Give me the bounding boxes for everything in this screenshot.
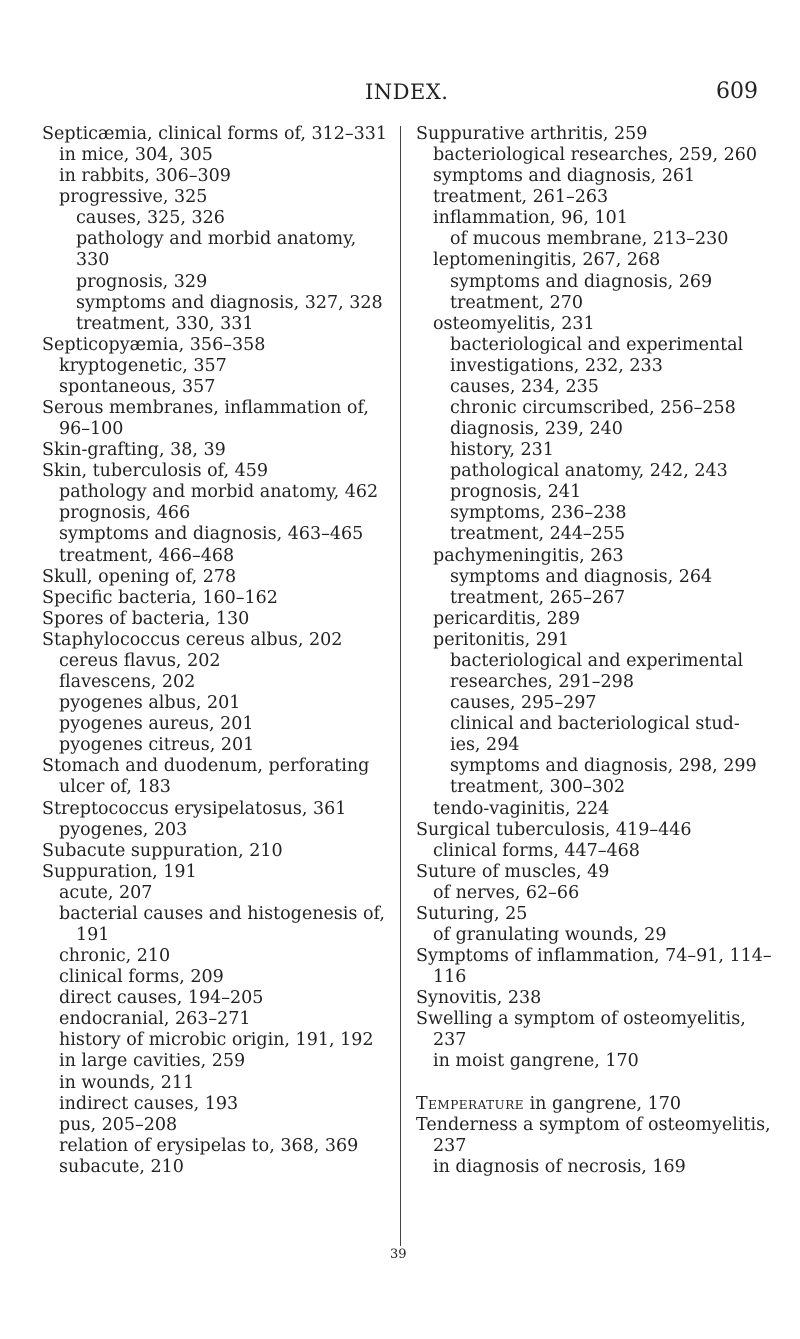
index-entry: peritonitis, 291	[433, 629, 570, 650]
index-entry: Symptoms of inflammation, 74–91, 114–	[416, 946, 772, 967]
index-entry: Skin-grafting, 38, 39	[42, 440, 226, 461]
index-entry: treatment, 244–255	[450, 524, 626, 545]
index-entry: Suture of muscles, 49	[416, 861, 610, 882]
index-entry: causes, 234, 235	[450, 376, 599, 397]
index-entry: indirect causes, 193	[59, 1093, 239, 1114]
index-entry: bacterial causes and histogenesis of,	[59, 903, 385, 924]
page-number: 609	[716, 79, 758, 104]
index-entry	[416, 1073, 776, 1094]
index-entry: in large cavities, 259	[59, 1051, 246, 1072]
index-entry: Temperature in gangrene, 170	[416, 1093, 681, 1114]
index-entry: symptoms and diagnosis, 261	[433, 166, 696, 187]
index-entry: treatment, 466–468	[59, 545, 235, 566]
index-entry: symptoms and diagnosis, 264	[450, 566, 713, 587]
index-entry: of granulating wounds, 29	[433, 924, 667, 945]
index-entry: treatment, 265–267	[450, 587, 626, 608]
index-entry: Serous membranes, inflammation of,	[42, 398, 369, 419]
page-header	[0, 80, 800, 110]
index-entry: Spores of bacteria, 130	[42, 608, 250, 629]
index-entry: treatment, 270	[450, 292, 584, 313]
index-entry: Specific bacteria, 160–162	[42, 587, 278, 608]
index-entry: symptoms, 236–238	[450, 503, 627, 524]
index-entry: in rabbits, 306–309	[59, 166, 231, 187]
index-entry: kryptogenetic, 357	[59, 355, 227, 376]
index-entry: treatment, 300–302	[450, 777, 626, 798]
index-entry: ies, 294	[450, 735, 520, 756]
index-entry: pyogenes citreus, 201	[59, 735, 255, 756]
index-entry: in mice, 304, 305	[59, 145, 213, 166]
index-column-left	[42, 124, 392, 1178]
index-entry: researches, 291–298	[450, 672, 634, 693]
index-entry: in diagnosis of necrosis, 169	[433, 1156, 686, 1177]
index-entry: Tenderness a symptom of osteomyelitis,	[416, 1114, 771, 1135]
index-entry: chronic, 210	[59, 946, 171, 967]
index-entry: ulcer of, 183	[59, 777, 171, 798]
index-entry: treatment, 261–263	[433, 187, 609, 208]
index-entry: Swelling a symptom of osteomyelitis,	[416, 1009, 746, 1030]
index-entry: spontaneous, 357	[59, 376, 216, 397]
index-entry: pathology and morbid anatomy, 462	[59, 482, 379, 503]
index-entry: leptomeningitis, 267, 268	[433, 250, 661, 271]
index-entry: pus, 205–208	[59, 1114, 178, 1135]
index-column-right	[416, 124, 776, 1178]
index-entry: inflammation, 96, 101	[433, 208, 628, 229]
index-entry: relation of erysipelas to, 368, 369	[59, 1135, 359, 1156]
index-entry: chronic circumscribed, 256–258	[450, 398, 736, 419]
index-entry: progressive, 325	[59, 187, 208, 208]
index-entry: pathological anatomy, 242, 243	[450, 461, 728, 482]
index-entry: Synovitis, 238	[416, 988, 542, 1009]
index-entry: prognosis, 241	[450, 482, 582, 503]
index-entry: pyogenes, 203	[59, 819, 188, 840]
index-entry: endocranial, 263–271	[59, 1009, 251, 1030]
index-entry: bacteriological researches, 259, 260	[433, 145, 757, 166]
index-entry: Septicopyæmia, 356–358	[42, 334, 266, 355]
index-entry: symptoms and diagnosis, 327, 328	[76, 292, 383, 313]
column-divider	[400, 126, 401, 1246]
index-entry: pathology and morbid anatomy,	[76, 229, 357, 250]
index-entry: 96–100	[59, 419, 124, 440]
index-entry: osteomyelitis, 231	[433, 313, 595, 334]
index-entry: acute, 207	[59, 882, 153, 903]
index-entry: Suppuration, 191	[42, 861, 197, 882]
index-entry: prognosis, 466	[59, 503, 191, 524]
index-entry: 116	[433, 967, 467, 988]
index-entry: tendo-vaginitis, 224	[433, 798, 610, 819]
page-title: INDEX.	[365, 80, 449, 104]
index-entry: investigations, 232, 233	[450, 355, 663, 376]
index-entry: cereus flavus, 202	[59, 650, 221, 671]
index-entry: history of microbic origin, 191, 192	[59, 1030, 374, 1051]
index-entry: symptoms and diagnosis, 463–465	[59, 524, 364, 545]
index-entry: Skin, tuberculosis of, 459	[42, 461, 269, 482]
index-entry: symptoms and diagnosis, 298, 299	[450, 756, 757, 777]
index-entry: Staphylococcus cereus albus, 202	[42, 629, 343, 650]
index-entry: 237	[433, 1135, 467, 1156]
index-entry: 237	[433, 1030, 467, 1051]
index-entry: clinical forms, 209	[59, 967, 224, 988]
index-entry: bacteriological and experimental	[450, 650, 744, 671]
index-entry: subacute, 210	[59, 1156, 184, 1177]
index-entry: Surgical tuberculosis, 419–446	[416, 819, 692, 840]
index-entry: treatment, 330, 331	[76, 313, 254, 334]
index-entry: of mucous membrane, 213–230	[450, 229, 729, 250]
index-entry: causes, 295–297	[450, 693, 597, 714]
index-entry: flavescens, 202	[59, 672, 196, 693]
index-entry: clinical forms, 447–468	[433, 840, 640, 861]
index-entry: of nerves, 62–66	[433, 882, 580, 903]
index-entry: Suppurative arthritis, 259	[416, 124, 648, 144]
index-entry: symptoms and diagnosis, 269	[450, 271, 713, 292]
index-entry: Skull, opening of, 278	[42, 566, 237, 587]
small-caps-heading: Temperature	[416, 1093, 525, 1114]
index-entry: pericarditis, 289	[433, 608, 581, 629]
index-entry: prognosis, 329	[76, 271, 208, 292]
index-entry: Streptococcus erysipelatosus, 361	[42, 798, 347, 819]
index-entry: Suturing, 25	[416, 903, 528, 924]
index-entry: pyogenes albus, 201	[59, 693, 241, 714]
index-entry: bacteriological and experimental	[450, 334, 744, 355]
index-entry: history, 231	[450, 440, 554, 461]
index-entry: Stomach and duodenum, perforating	[42, 756, 370, 777]
index-entry: pyogenes aureus, 201	[59, 714, 254, 735]
index-entry: pachymeningitis, 263	[433, 545, 624, 566]
index-entry: direct causes, 194–205	[59, 988, 264, 1009]
index-entry: in wounds, 211	[59, 1072, 195, 1093]
signature-mark: 39	[390, 1247, 407, 1262]
index-entry: Subacute suppuration, 210	[42, 840, 283, 861]
index-entry: clinical and bacteriological stud-	[450, 714, 740, 735]
index-entry: 330	[76, 250, 110, 271]
index-entry: in moist gangrene, 170	[433, 1051, 639, 1072]
index-entry: Septicæmia, clinical forms of, 312–331	[42, 124, 388, 144]
index-entry: diagnosis, 239, 240	[450, 419, 623, 440]
index-entry: 191	[76, 924, 110, 945]
index-entry: causes, 325, 326	[76, 208, 225, 229]
